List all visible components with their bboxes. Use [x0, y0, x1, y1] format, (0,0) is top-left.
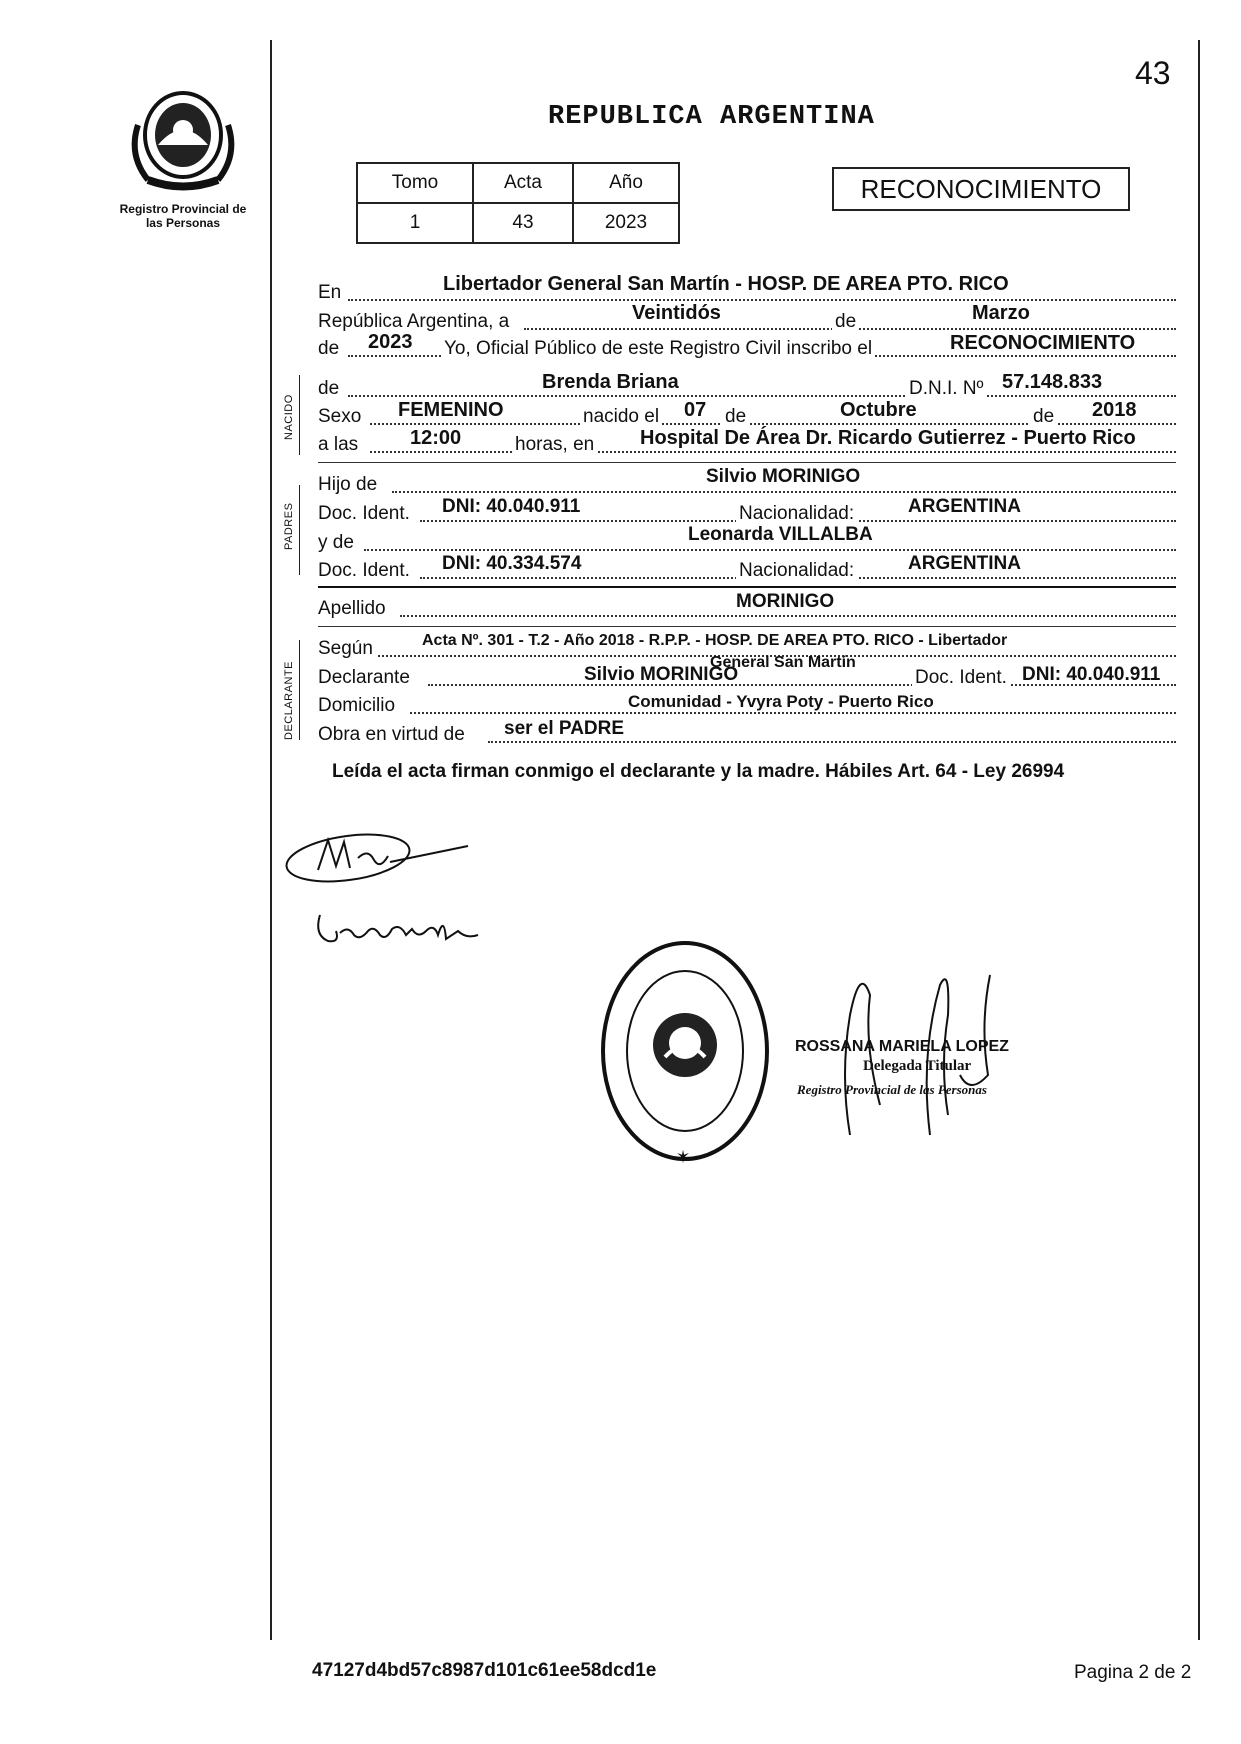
svg-text:✶: ✶ [675, 1147, 691, 1167]
father-signature [278, 818, 478, 898]
madre-nac-label: Nacionalidad: [736, 560, 857, 582]
domicilio-label: Domicilio [318, 695, 396, 716]
sexo-value: FEMENINO [398, 399, 504, 421]
nac-dia-value: 07 [684, 399, 707, 421]
dni-label: D.N.I. Nº [906, 378, 987, 400]
madre-doc-label: Doc. Ident. [318, 560, 410, 581]
anio-value: 2023 [368, 331, 413, 353]
register-value-acta: 43 [473, 203, 573, 243]
dni-value: 57.148.833 [1002, 371, 1103, 393]
padre-value: Silvio MORINIGO [706, 466, 861, 487]
nombre-value: Brenda Briana [542, 371, 679, 393]
section-divider-3 [318, 626, 1176, 627]
segun-label: Según [318, 638, 373, 659]
official-stamp [595, 935, 775, 1170]
sexo-label: Sexo [318, 406, 362, 427]
hora-dots [370, 451, 1176, 453]
nacido-label: nacido el [580, 406, 662, 428]
padre-doc-value: DNI: 40.040.911 [442, 496, 581, 517]
side-label-declarante: DECLARANTE [283, 661, 295, 740]
register-value-anio: 2023 [573, 203, 679, 243]
madre-nac-value: ARGENTINA [908, 553, 1021, 574]
page-title: REPUBLICA ARGENTINA [548, 102, 875, 132]
obra-label: Obra en virtud de [318, 724, 465, 745]
y-de-label: y de [318, 532, 354, 553]
obra-dots [488, 741, 1176, 743]
apellido-dots [400, 615, 1176, 617]
en-label: En [318, 282, 342, 303]
hijo-label: Hijo de [318, 474, 378, 495]
hijo-dots [392, 491, 1176, 493]
oficial-label: Yo, Oficial Público de este Registro Civil inscribo el [441, 338, 875, 360]
y-de-dots [364, 549, 1176, 551]
apellido-label: Apellido [318, 598, 386, 619]
dia-value: Veintidós [632, 302, 721, 324]
hora-value: 12:00 [410, 427, 462, 449]
nac-de-label-1: de [722, 406, 749, 428]
closing-note: Leída el acta firman conmigo el declarante y la madre. Hábiles Art. 64 - Ley 26994 [332, 761, 1065, 782]
madre-value: Leonarda VILLALBA [688, 524, 873, 545]
padre-doc-label: Doc. Ident. [318, 503, 410, 524]
nombre-de-label: de [318, 378, 340, 399]
en-value: Libertador General San Martín - HOSP. DE AREA PTO. RICO [443, 273, 1009, 295]
de-label-1: de [832, 311, 859, 333]
horas-label: horas, en [512, 434, 597, 456]
register-header-acta: Acta [473, 163, 573, 203]
en-dots [348, 299, 1176, 301]
obra-value: ser el PADRE [504, 718, 625, 739]
nombre-dots [348, 395, 1176, 397]
official-office: Registro Provincial de las Personas [797, 1082, 987, 1097]
segun-value: Acta Nº. 301 - T.2 - Año 2018 - R.P.P. - HOSP. DE AREA PTO. RICO - Libertador [422, 632, 1008, 649]
registry-logo [118, 85, 248, 230]
nac-mes-value: Octubre [840, 399, 917, 421]
registry-logo-text: Registro Provincial de las Personas [119, 202, 247, 230]
declarante-value: Silvio MORINIGO [584, 664, 739, 685]
segun-value-cont: General San Martín [710, 654, 856, 671]
section-divider-1 [318, 462, 1176, 463]
declarante-label: Declarante [318, 667, 410, 688]
side-label-padres: PADRES [283, 502, 295, 550]
de-label-2: de [318, 338, 340, 359]
register-value-tomo: 1 [357, 203, 473, 243]
register-header-tomo: Tomo [357, 163, 473, 203]
document-hash: 47127d4bd57c8987d101c61ee58dcd1e [312, 1660, 657, 1681]
left-margin-line [270, 40, 272, 1640]
mother-signature [310, 895, 485, 965]
nacido-bracket [299, 375, 300, 455]
republica-label: República Argentina, a [318, 311, 510, 332]
apellido-value: MORINIGO [736, 591, 835, 612]
page-number: 43 [1135, 55, 1171, 91]
oficial-value: RECONOCIMIENTO [950, 332, 1136, 354]
register-table [356, 162, 680, 244]
nac-anio-value: 2018 [1092, 399, 1137, 421]
padre-nac-value: ARGENTINA [908, 496, 1021, 517]
official-title: Delegada Titular [863, 1058, 972, 1074]
side-label-nacido: NACIDO [283, 394, 295, 440]
a-las-label: a las [318, 434, 359, 455]
declarante-bracket [299, 640, 300, 740]
domicilio-dots [410, 712, 1176, 714]
lugar-value: Hospital De Área Dr. Ricardo Gutierrez - Puerto Rico [640, 427, 1136, 449]
act-type-box: RECONOCIMIENTO [832, 167, 1130, 211]
page-indicator: Pagina 2 de 2 [1074, 1662, 1192, 1683]
register-header-anio: Año [573, 163, 679, 203]
official-name: ROSSANA MARIELA LOPEZ [795, 1038, 1009, 1055]
nac-de-label-2: de [1030, 406, 1057, 428]
coat-of-arms-icon [118, 85, 248, 195]
mes-value: Marzo [972, 302, 1030, 324]
madre-doc-value: DNI: 40.334.574 [442, 553, 582, 574]
right-margin-line [1198, 40, 1200, 1640]
padre-nac-label: Nacionalidad: [736, 503, 857, 525]
padres-bracket [299, 485, 300, 575]
domicilio-value: Comunidad - Yvyra Poty - Puerto Rico [628, 692, 934, 711]
section-divider-2 [318, 586, 1176, 588]
decl-doc-value: DNI: 40.040.911 [1022, 664, 1161, 685]
decl-doc-label: Doc. Ident. [912, 667, 1010, 689]
